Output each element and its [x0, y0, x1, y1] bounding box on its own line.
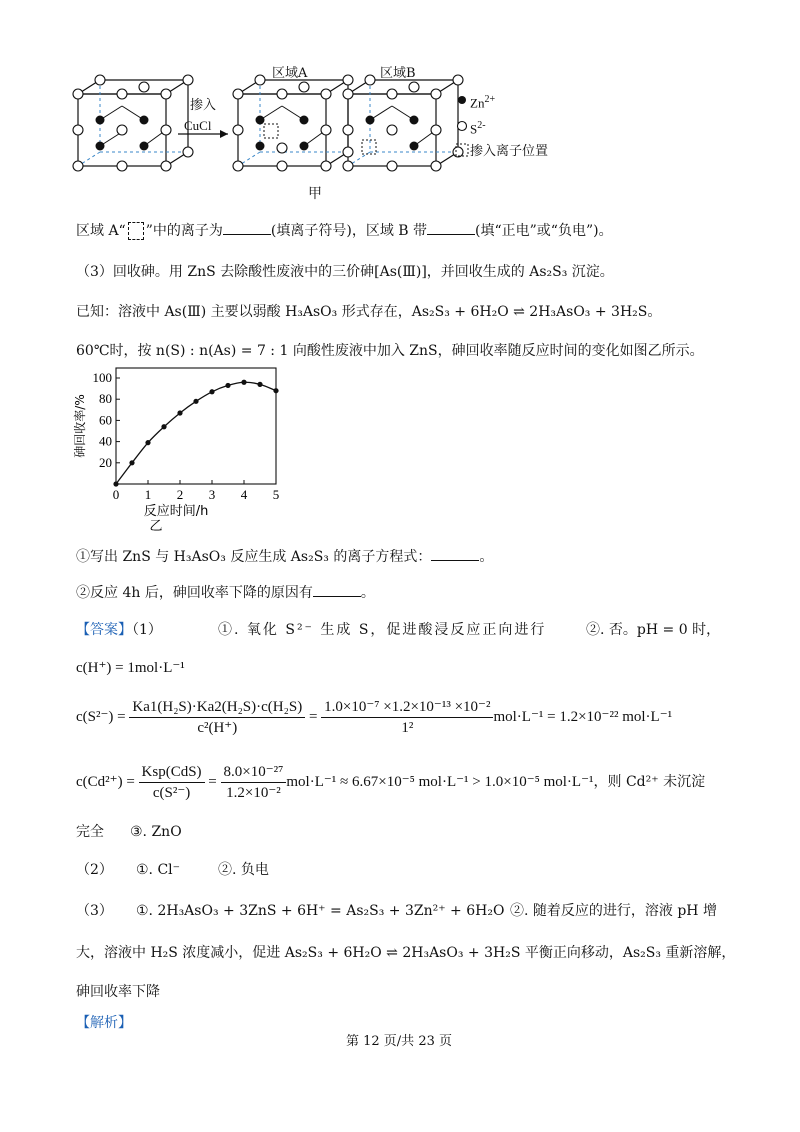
- y-tick-label: 60: [99, 412, 112, 428]
- data-point: [145, 440, 150, 445]
- answer-2-b: ②. 负电: [218, 862, 269, 878]
- y-tick-label: 80: [99, 391, 112, 407]
- arrow-label-cucl: CuCl: [184, 118, 212, 133]
- answer-2-a: ①. Cl⁻: [136, 862, 181, 878]
- legend-zn-label: $Zn^{2+}$: [470, 94, 496, 111]
- equation-s-concentration: c(S²⁻) = $\frac{\text{Ka1(H₂S)·Ka2(H₂S)·c(H₂S)}}{\text{c²(H⁺)}}$ = $\frac{\text{1.0×10⁻⁷ ×1.2×10⁻¹³ ×10⁻²}}{\text{1²}}$ mol·L⁻¹ = 1.2×10⁻²² mol·L⁻¹: [76, 699, 673, 736]
- plot-frame: [116, 368, 276, 484]
- data-point: [209, 389, 214, 394]
- chart-caption: 乙: [149, 519, 163, 534]
- arsenic-recovery-chart: [66, 362, 296, 534]
- analysis-tag: 【解析】: [76, 1015, 132, 1031]
- answer-3-line-2: 大，溶液中 H₂S 浓度减小，促进 As₂S₃ + 6H₂O ⇌ 2H₃AsO₃ + 3H₂S 平衡正向移动，As₂S₃ 重新溶解，: [76, 945, 736, 961]
- legend-s-label: $S^{2-}$: [470, 120, 486, 137]
- dashed-box-icon: [128, 222, 144, 240]
- page-footer: 第 12 页/共 23 页: [346, 1034, 452, 1049]
- answer-3-head: （3）: [76, 903, 113, 919]
- answer-1-b: ②. 否。pH = 0 时，: [586, 622, 721, 638]
- data-point: [193, 399, 198, 404]
- answer-tag: 【答案】: [76, 622, 132, 638]
- y-axis-label: 砷回收率/%: [73, 394, 87, 458]
- data-point: [225, 383, 230, 388]
- answer-3-line-3: 砷回收率下降: [76, 984, 160, 1000]
- x-tick-label: 1: [144, 487, 152, 502]
- x-tick-label: 5: [272, 487, 280, 502]
- figure-caption-jia: 甲: [308, 186, 322, 202]
- condition-line: 60℃时，按 n(S) : n(As) = 7 : 1 向酸性废液中加入 ZnS，砷回收率随反应时间的变化如图乙所示。: [76, 343, 704, 359]
- crystal-structure-figure: [70, 62, 570, 202]
- answer-3-a: ①. 2H₃AsO₃ + 3ZnS + 6H⁺ = As₂S₃ + 3Zn²⁺ + 6H₂O: [136, 903, 505, 919]
- recovery-series-line: [116, 382, 276, 484]
- x-axis-label: 反应时间/h: [143, 504, 209, 519]
- region-a-label: 区域A: [272, 66, 308, 81]
- equation-h-concentration: c(H⁺) = 1mol·L⁻¹: [76, 660, 185, 676]
- y-tick-label: 20: [99, 454, 112, 470]
- equation-cd-concentration: c(Cd²⁺) = $\frac{\text{Ksp(CdS)}}{\text{c(S²⁻)}}$ = $\frac{\text{8.0×10⁻²⁷}}{\text{1.2×10⁻²}}$ mol·L⁻¹ ≈ 6.67×10⁻⁵ mol·L⁻¹ > 1.0×10⁻⁵ mol·L⁻¹，则 Cd²⁺ 未沉淀: [76, 764, 706, 801]
- q2-blank-line: 区域 A“ ”中的离子为 (填离子符号)，区域 B 带 (填“正电”或“负电”)。: [76, 220, 613, 241]
- x-tick-label: 3: [208, 487, 216, 502]
- sub-question-2: ②反应 4h 后，砷回收率下降的原因有 。: [76, 582, 375, 603]
- legend-doped-label: 掺入离子位置: [470, 144, 549, 159]
- data-point: [129, 460, 134, 465]
- answer-1-c: ③. ZnO: [130, 824, 182, 840]
- y-tick-label: 100: [92, 370, 112, 385]
- data-point: [257, 382, 262, 387]
- answer-2-head: （2）: [76, 862, 113, 878]
- data-point: [161, 424, 166, 429]
- answer-1-end: 完全: [76, 824, 104, 840]
- region-b-label: 区域B: [380, 66, 416, 81]
- y-tick-label: 40: [99, 433, 112, 449]
- answer-1-a: ①. 氧化 S²⁻ 生成 S，促进酸浸反应正向进行: [218, 622, 547, 638]
- known-equilibrium: 已知：溶液中 As(Ⅲ) 主要以弱酸 H₃AsO₃ 形式存在，As₂S₃ + 6H₂O ⇌ 2H₃AsO₃ + 3H₂S。: [76, 304, 662, 320]
- x-tick-label: 0: [112, 487, 120, 502]
- answer-3-b: ②. 随着反应的进行，溶液 pH 增: [510, 903, 717, 919]
- data-point: [241, 380, 246, 385]
- answer-line-1: 【答案】（1）: [76, 622, 162, 638]
- sub-question-1: ①写出 ZnS 与 H₃AsO₃ 反应生成 As₂S₃ 的离子方程式： 。: [76, 546, 493, 567]
- q3-intro: （3）回收砷。用 ZnS 去除酸性废液中的三价砷[As(Ⅲ)]，并回收生成的 As₂S₃ 沉淀。: [76, 264, 614, 280]
- data-point: [273, 388, 278, 393]
- x-tick-label: 2: [176, 487, 184, 502]
- x-tick-label: 4: [240, 487, 248, 502]
- data-point: [113, 481, 118, 486]
- arrow-label-dope: 掺入: [190, 98, 217, 113]
- data-point: [177, 410, 182, 415]
